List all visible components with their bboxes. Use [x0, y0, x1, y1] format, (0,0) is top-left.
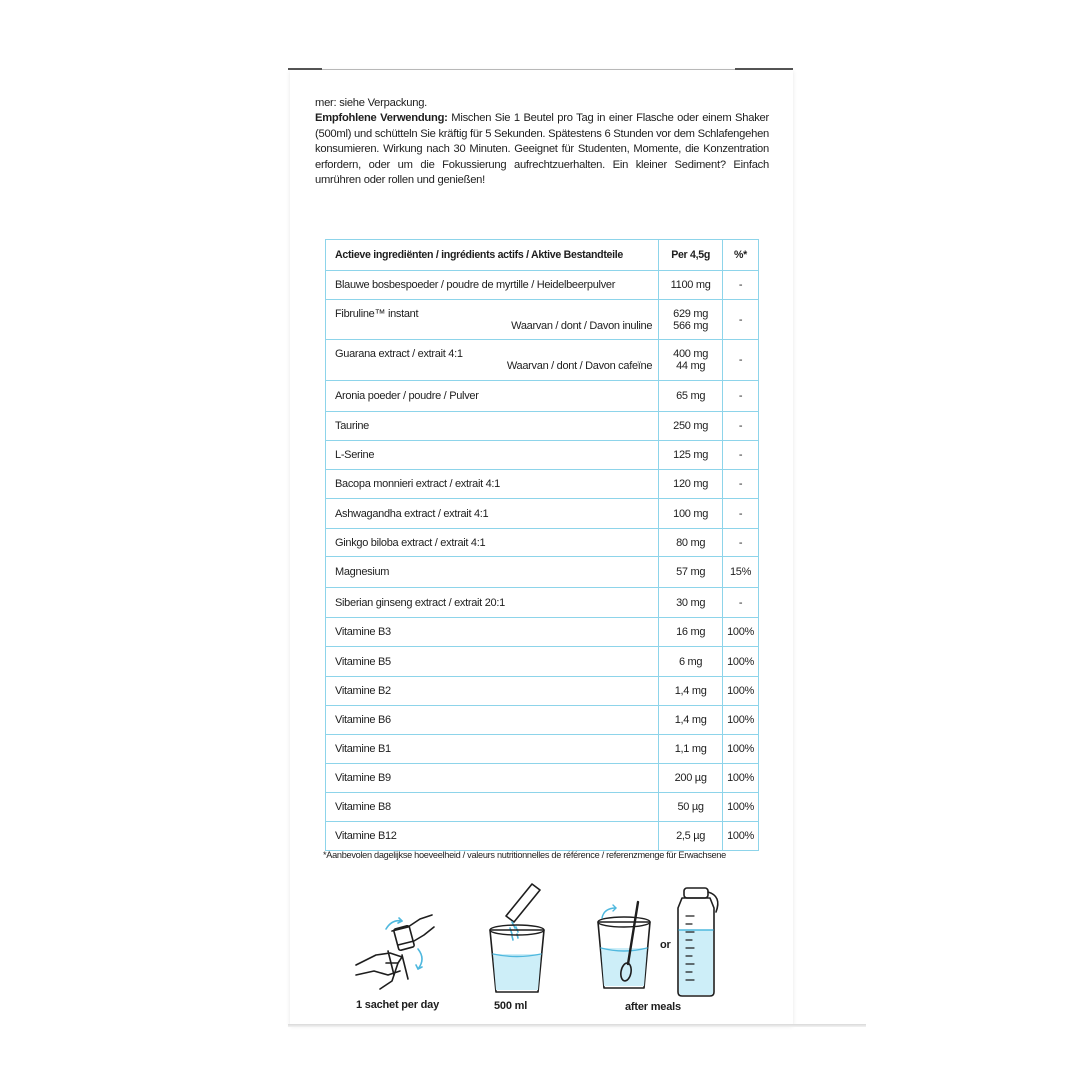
amount-value: 250 mg	[673, 420, 709, 432]
amount-cell	[659, 529, 723, 557]
ingredient-name-cell	[326, 412, 659, 441]
amount-value: 100 mg	[673, 507, 709, 520]
footnote: *Aanbevolen dagelijkse hoeveelheid / valeurs nutritionnelles de référence / referenzmenge für Erwachsene	[323, 850, 726, 860]
percent-cell: 100%	[723, 764, 759, 793]
ingredient-name: Vitamine B5	[335, 655, 391, 668]
amount-value: 1,4 mg	[674, 714, 707, 726]
amount-value: 2,5 µg	[676, 830, 706, 842]
ingredient-name: Guarana extract / extrait 4:1	[335, 348, 463, 360]
amount-cell	[659, 647, 723, 677]
ingredient-subline: Waarvan / dont / Davon inuline	[511, 319, 653, 332]
table-row	[326, 618, 759, 647]
water-glass-icon	[482, 880, 552, 995]
or-label: or	[660, 939, 671, 951]
ingredient-name-cell	[326, 340, 659, 381]
table-row	[326, 557, 759, 588]
table-row	[326, 470, 759, 499]
amount-cell	[659, 499, 723, 529]
ingredient-name: Siberian ginseng extract / extrait 20:1	[335, 596, 505, 609]
amount-value: 125 mg	[673, 449, 709, 461]
table-row	[326, 300, 759, 340]
ingredient-name-cell	[326, 618, 659, 647]
ingredient-name: Blauwe bosbespoeder / poudre de myrtille / Heidelbeerpulver	[335, 279, 616, 291]
amount-cell	[659, 340, 723, 381]
table-row	[326, 822, 759, 851]
table-row	[326, 706, 759, 735]
table-row	[326, 764, 759, 793]
bottle-icon	[676, 886, 724, 998]
step2-label: 500 ml	[494, 1000, 528, 1012]
ingredient-name-cell	[326, 271, 659, 300]
usage-text: Mischen Sie 1 Beutel pro Tag in einer Flasche oder einem Shaker (500ml) und schütteln Sie kräftig für 5 Sekunden. Spätestens 6 Stunden vor dem Schlafengehen konsumieren. Wirkung nach 30 Minuten. Geeignet für Studenten, Momente, die Konzentration erfordern, oder um die Fokussierung aufrechtzuerhalten. Ein kleiner Sediment? Einfach umrühren oder rollen und genießen!	[315, 112, 770, 187]
step1-label: 1 sachet per day	[356, 999, 440, 1011]
ingredient-name-cell	[326, 764, 659, 793]
amount-value: 629 mg	[673, 307, 709, 320]
ingredient-name: Vitamine B3	[335, 626, 391, 638]
ingredient-name-cell	[326, 441, 659, 470]
ingredient-name-cell	[326, 793, 659, 822]
ingredient-name: Ginkgo biloba extract / extrait 4:1	[335, 536, 486, 549]
amount-cell	[659, 793, 723, 822]
ingredient-name-cell	[326, 706, 659, 735]
amount-value: 200 µg	[674, 772, 707, 784]
amount-cell	[659, 588, 723, 618]
ingredient-name: Vitamine B6	[335, 714, 391, 726]
amount-cell	[659, 735, 723, 764]
ingredient-name: L-Serine	[335, 449, 375, 461]
ingredient-name: Fibruline™ instant	[335, 307, 419, 320]
table-row	[326, 381, 759, 412]
amount-value: 80 mg	[676, 536, 706, 549]
percent-cell: 100%	[723, 706, 759, 735]
ingredient-name: Vitamine B9	[335, 772, 391, 784]
ingredient-name: Aronia poeder / poudre / Pulver	[335, 390, 479, 402]
amount-value: 50 µg	[677, 801, 704, 813]
percent-cell: 100%	[723, 647, 759, 677]
header-percent: %*	[723, 240, 759, 271]
percent-cell: -	[723, 588, 759, 618]
percent-cell: -	[723, 412, 759, 441]
amount-value: 1100 mg	[670, 279, 711, 291]
ingredient-name-cell	[326, 470, 659, 499]
percent-cell: -	[723, 381, 759, 412]
usage-title: Empfohlene Verwendung:	[315, 112, 448, 125]
percent-cell: -	[723, 529, 759, 557]
table-body	[326, 271, 759, 851]
usage-paragraph	[315, 96, 769, 188]
percent-cell: -	[723, 340, 759, 381]
ingredient-name-cell	[326, 300, 659, 340]
table-row	[326, 441, 759, 470]
step3-label: after meals	[625, 1001, 681, 1013]
amount-cell	[659, 557, 723, 588]
usage-intro: mer: siehe Verpackung.	[315, 97, 428, 109]
percent-cell: -	[723, 271, 759, 300]
percent-cell: 100%	[723, 822, 759, 851]
ingredient-name: Vitamine B1	[335, 743, 391, 755]
table-header-row	[326, 240, 759, 271]
amount-cell	[659, 300, 723, 340]
ingredient-name-cell	[326, 822, 659, 851]
percent-cell: -	[723, 499, 759, 529]
table-row	[326, 340, 759, 381]
amount-cell	[659, 706, 723, 735]
amount-cell	[659, 412, 723, 441]
percent-cell: -	[723, 441, 759, 470]
amount-cell	[659, 381, 723, 412]
ingredient-name-cell	[326, 588, 659, 618]
table-row	[326, 529, 759, 557]
amount-sub-value: 566 mg	[673, 319, 709, 332]
amount-cell	[659, 271, 723, 300]
percent-cell: 100%	[723, 677, 759, 706]
ingredient-name-cell	[326, 529, 659, 557]
ingredient-name: Ashwagandha extract / extrait 4:1	[335, 507, 489, 520]
ingredient-subline: Waarvan / dont / Davon cafeïne	[506, 360, 653, 372]
amount-value: 400 mg	[673, 348, 709, 360]
amount-value: 30 mg	[676, 596, 706, 609]
amount-cell	[659, 470, 723, 499]
table-row	[326, 271, 759, 300]
amount-value: 120 mg	[673, 478, 709, 490]
table-row	[326, 677, 759, 706]
sachet-hand-icon	[352, 905, 442, 995]
table-row	[326, 412, 759, 441]
ingredients-table	[325, 239, 759, 851]
ingredient-name-cell	[326, 557, 659, 588]
amount-cell	[659, 441, 723, 470]
amount-value: 16 mg	[676, 626, 706, 638]
header-amount: Per 4,5g	[659, 240, 723, 271]
ingredient-name-cell	[326, 677, 659, 706]
ingredient-name: Vitamine B2	[335, 685, 391, 697]
ingredient-name: Vitamine B12	[335, 830, 397, 842]
ingredient-name-cell	[326, 647, 659, 677]
bottom-edge-shadow	[288, 1024, 866, 1027]
table-row	[326, 647, 759, 677]
percent-cell: 100%	[723, 618, 759, 647]
table-row	[326, 588, 759, 618]
ingredient-name-cell	[326, 499, 659, 529]
amount-cell	[659, 677, 723, 706]
percent-cell: -	[723, 300, 759, 340]
ingredient-name-cell	[326, 381, 659, 412]
table-row	[326, 499, 759, 529]
stir-glass-icon	[592, 898, 658, 993]
table-row	[326, 793, 759, 822]
amount-cell	[659, 822, 723, 851]
percent-cell: 100%	[723, 735, 759, 764]
amount-value: 65 mg	[676, 390, 706, 402]
amount-value: 57 mg	[676, 566, 706, 578]
amount-value: 1,1 mg	[674, 743, 707, 755]
amount-cell	[659, 618, 723, 647]
table-row	[326, 735, 759, 764]
percent-cell: -	[723, 470, 759, 499]
header-ingredient: Actieve ingrediënten / ingrédients actifs / Aktive Bestandteile	[326, 240, 659, 271]
ingredient-name: Taurine	[335, 420, 369, 432]
amount-value: 6 mg	[678, 655, 703, 668]
amount-cell	[659, 764, 723, 793]
ingredient-name: Magnesium	[335, 566, 390, 578]
ingredient-name: Vitamine B8	[335, 801, 391, 813]
amount-value: 1,4 mg	[674, 685, 707, 697]
ingredient-name: Bacopa monnieri extract / extrait 4:1	[335, 478, 500, 490]
amount-sub-value: 44 mg	[676, 360, 706, 372]
percent-cell: 15%	[723, 557, 759, 588]
percent-cell: 100%	[723, 793, 759, 822]
ingredient-name-cell	[326, 735, 659, 764]
